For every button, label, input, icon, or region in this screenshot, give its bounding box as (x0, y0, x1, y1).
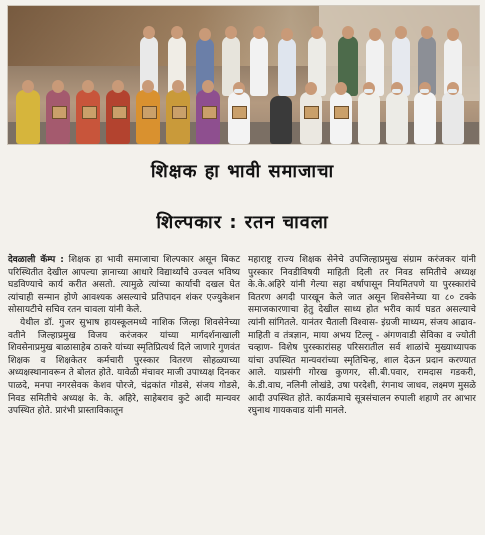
headline-line-2: शिल्पकार : रतन चावला (156, 212, 329, 233)
event-photo (7, 5, 480, 145)
article-paragraph: येथील डॉ. गुजर सुभाष हायस्कूलमध्ये नाशिक जिल्हा शिवसेनेच्या वतीने जिल्हाप्रमुख विजय करंजकर यांच्या मार्गदर्शनाखाली शिवसेनाप्रमुख बाळासाहेब ठाकरे यांच्या स्मृतिप्रित्यर्थ दिले जाणारे गुणवंत शिक्षक व शिक्षकेतर कर्मचारी पुरस्कार वितरण सोहळ्याच्या अध्यक्षस्थानावरून ते बोलत होते. यावेळी मंचावर माजी उपाध्यक्ष दिनकर पाळदे, मनपा नगरसेवक केशव पोरजे, चंद्रकांत गोडसे, संजय गोडसे, निवड समितीचे अध्यक्ष के. के. अहिरे, साहेबराव कुटे आदी मान्यवर उपस्थित होते. प्रारंभी प्रास्ताविकातून (8, 317, 240, 417)
article-paragraph: महाराष्ट्र राज्य शिक्षक सेनेचे उपजिल्हाप्रमुख संग्राम करंजकर यांनी पुरस्कार निवडीविषयी माहिती दिली तर निवड समितीचे अध्यक्ष के.के.अहिरे यांनी गेल्या सहा वर्षापासून नियमितपणे या पुरस्कारांचे वितरण अगदी पारखून केले जात असून शिवसेनेच्या या ८० टक्के समाजकारणाचा हेतु देखील साध्य होत भरीव कार्य घडत असल्याचे त्यांनी सांगितले. यानंतर चैताली विश्वास- इंग्रजी माध्यम, संजय आढाव-माहिती व तंत्रज्ञान, माया अभय टिल्लू - अंगणवाडी सेविका व ज्योती चव्हाण- विशेष पुरस्कारांसह परिसरातील सर्व शाळांचे मुख्याध्यापक यांचा उपस्थित मान्यवरांच्या स्मृतिचिन्ह, शाल देऊन प्रदान करण्यात आले. याप्रसंगी गोरख कुणगर, सी.बी.पवार, रामदास गडकरी, के.डी.वाघ, नलिनी लोखंडे, उषा परदेशी, रंगनाथ जाधव, लक्ष्मण मुसळे आदी उपस्थित होते. कार्यक्रमाचे सूत्रसंचालन रुपाली शहाणे तर आभार रघुनाथ गायकवाड यांनी मानले. (248, 255, 476, 417)
article-paragraph (8, 254, 240, 317)
article-column-left (8, 254, 240, 418)
dateline: देवळाली कॅम्प : (8, 255, 64, 265)
paragraph-text: शिक्षक हा भावी समाजाचा शिल्पकार असून बिकट परिस्थितीत देखील आपल्या ज्ञानाच्या आधारे विद्यार्थ्यांचे उज्वल भविष्य घडविण्याचे कार्य करीत असतो. त्यामुळे त्यांच्या कार्याची दखल घेत त्यांचाही सन्मान होणे आवश्यक असल्याचे प्रतिपादन शंकर एज्युकेशन सोसायटीचे सचिव रतन चावला यांनी केले. (8, 255, 240, 316)
article-column-right (248, 254, 476, 418)
headline-line-1: शिक्षक हा भावी समाजाचा (150, 161, 335, 182)
